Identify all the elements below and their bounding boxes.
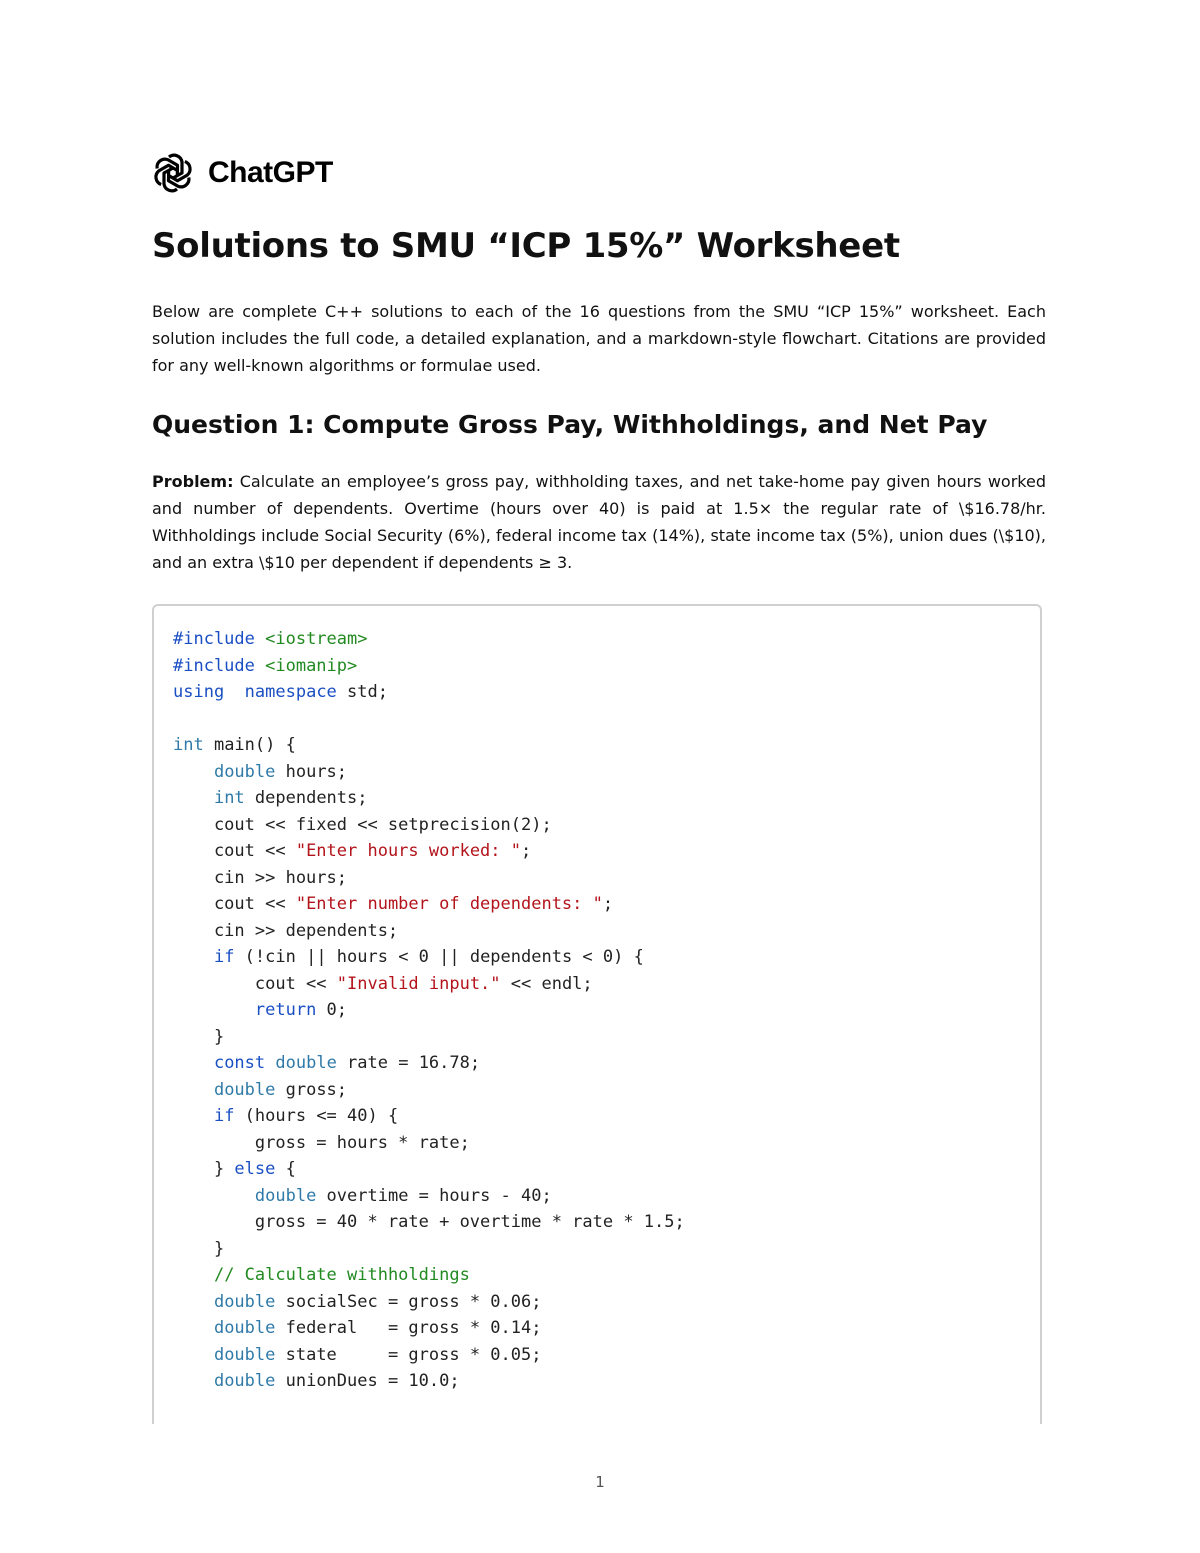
- code-token: [173, 1345, 214, 1365]
- code-token: unionDues = 10.0;: [275, 1371, 460, 1391]
- brand-header: [152, 152, 333, 194]
- code-token: cout <<: [173, 894, 296, 914]
- code-token: 0;: [316, 1000, 348, 1020]
- code-token: cin >> hours;: [173, 867, 347, 888]
- code-token: using: [173, 682, 225, 702]
- code-token: [173, 762, 214, 782]
- code-line: [173, 1159, 296, 1179]
- brand-name: ChatGPT: [208, 156, 333, 189]
- code-token: [173, 947, 214, 967]
- question-1-heading: Question 1: Compute Gross Pay, Withholdings, and Net Pay: [152, 410, 988, 439]
- code-token: [173, 1371, 214, 1391]
- code-token: "Invalid input.": [336, 973, 501, 994]
- code-token: std;: [336, 682, 388, 702]
- code-token: double: [213, 1079, 276, 1100]
- code-token: (hours <= 40) {: [234, 1106, 399, 1126]
- code-token: }: [173, 1026, 225, 1047]
- code-token: double: [275, 1053, 337, 1073]
- code-line: [173, 974, 593, 994]
- code-token: if: [213, 947, 235, 967]
- code-line: [173, 1106, 398, 1126]
- page-number: 1: [595, 1473, 605, 1491]
- code-line: [173, 1318, 541, 1338]
- code-token: rate = 16.78;: [336, 1053, 481, 1073]
- code-token: << endl;: [500, 973, 593, 994]
- problem-label: Problem:: [152, 472, 234, 491]
- code-token: [265, 1053, 275, 1073]
- code-line: [173, 841, 531, 861]
- code-token: int: [173, 735, 204, 755]
- code-token: #include: [173, 655, 266, 676]
- code-token: [224, 682, 244, 702]
- code-token: double: [213, 761, 276, 782]
- code-line: [173, 762, 347, 782]
- code-token: cout <<: [173, 973, 337, 994]
- code-token: [173, 1318, 214, 1338]
- code-token: [173, 1053, 214, 1073]
- code-token: <iostream>: [265, 629, 368, 649]
- code-line: [173, 656, 357, 676]
- code-token: double: [213, 1318, 276, 1338]
- code-line: [173, 921, 398, 941]
- code-token: {: [275, 1159, 296, 1179]
- code-token: else: [234, 1159, 276, 1179]
- code-line: [173, 629, 367, 649]
- code-token: double: [254, 1185, 317, 1206]
- code-token: gross;: [275, 1079, 348, 1100]
- code-token: [173, 1000, 255, 1020]
- code-token: [173, 788, 214, 808]
- code-token: int: [213, 788, 245, 808]
- code-line: [173, 1000, 347, 1020]
- intro-paragraph: Below are complete C++ solutions to each of the 16 questions from the SMU “ICP 15%” worksheet. Each solution includes the full code, a detailed explanation, and a markdown-style flowchart. Citations are provided for any well-known algorithms or formulae used.: [152, 302, 1046, 375]
- code-line: [173, 815, 552, 835]
- code-token: #include: [173, 629, 266, 649]
- code-token: federal = gross * 0.14;: [275, 1318, 542, 1338]
- code-token: state = gross * 0.05;: [275, 1344, 542, 1365]
- code-token: [173, 1292, 214, 1312]
- code-line: [173, 894, 613, 914]
- code-token: return: [254, 1000, 317, 1020]
- code-line: [173, 735, 296, 755]
- code-token: double: [213, 1344, 276, 1365]
- code-token: namespace: [244, 682, 337, 702]
- code-token: [173, 1265, 214, 1285]
- code-line: [173, 1053, 480, 1073]
- code-token: double: [213, 1371, 276, 1391]
- code-token: }: [173, 1238, 225, 1259]
- code-block: [152, 604, 1042, 1424]
- code-token: hours;: [275, 761, 348, 782]
- code-token: [173, 1106, 214, 1126]
- code-token: ;: [602, 894, 614, 914]
- code-line: [173, 1080, 347, 1100]
- question-1-problem: [152, 468, 1046, 576]
- code-token: "Enter hours worked: ": [295, 841, 521, 861]
- code-token: }: [173, 1159, 235, 1179]
- code-token: socialSec = gross * 0.06;: [275, 1291, 542, 1312]
- code-line: [173, 1292, 541, 1312]
- code-token: "Enter number of dependents: ": [295, 894, 603, 914]
- code-token: [173, 1186, 255, 1206]
- code-line: [173, 1239, 224, 1259]
- code-token: double: [213, 1291, 276, 1312]
- code-token: (!cin || hours < 0 || dependents < 0) {: [234, 947, 644, 967]
- code-token: cout << fixed << setprecision(2);: [173, 814, 552, 835]
- code-line: [173, 1371, 460, 1391]
- openai-logo-icon: [152, 152, 194, 194]
- code-token: main() {: [203, 735, 296, 755]
- code-line: [173, 1186, 552, 1206]
- document-title: Solutions to SMU “ICP 15%” Worksheet: [152, 226, 900, 266]
- code-line: [173, 1027, 224, 1047]
- code-token: [173, 1080, 214, 1100]
- problem-text: Calculate an employee’s gross pay, withholding taxes, and net take-home pay given hours worked and number of dependents. Overtime (hours over 40) is paid at 1.5× the regular rate of \$16.78/hr. Withholdings include Social Security (6%), federal income tax (14%), state income tax (5%), union dues (\$10), and an extra \$10 per dependent if dependents ≥ 3.: [152, 472, 1046, 572]
- code-token: <iomanip>: [265, 655, 358, 676]
- code-line: [173, 682, 388, 702]
- code-token: cin >> dependents;: [173, 920, 399, 941]
- code-token: cout <<: [173, 841, 296, 861]
- code-line: [173, 1345, 541, 1365]
- code-token: gross = 40 * rate + overtime * rate * 1.5;: [173, 1212, 685, 1232]
- code-token: const: [213, 1053, 266, 1073]
- code-token: dependents;: [244, 788, 368, 808]
- code-token: overtime = hours - 40;: [316, 1185, 552, 1206]
- code-line: [173, 1265, 470, 1285]
- code-line: [173, 788, 368, 808]
- code-line: [173, 1133, 470, 1153]
- code-line: [173, 1212, 685, 1232]
- code-token: if: [213, 1106, 235, 1126]
- code-listing: [154, 606, 1040, 1395]
- code-token: ;: [521, 841, 532, 861]
- code-token: // Calculate withholdings: [213, 1265, 470, 1285]
- code-token: gross = hours * rate;: [173, 1132, 470, 1153]
- code-line: [173, 947, 644, 967]
- code-line: [173, 868, 347, 888]
